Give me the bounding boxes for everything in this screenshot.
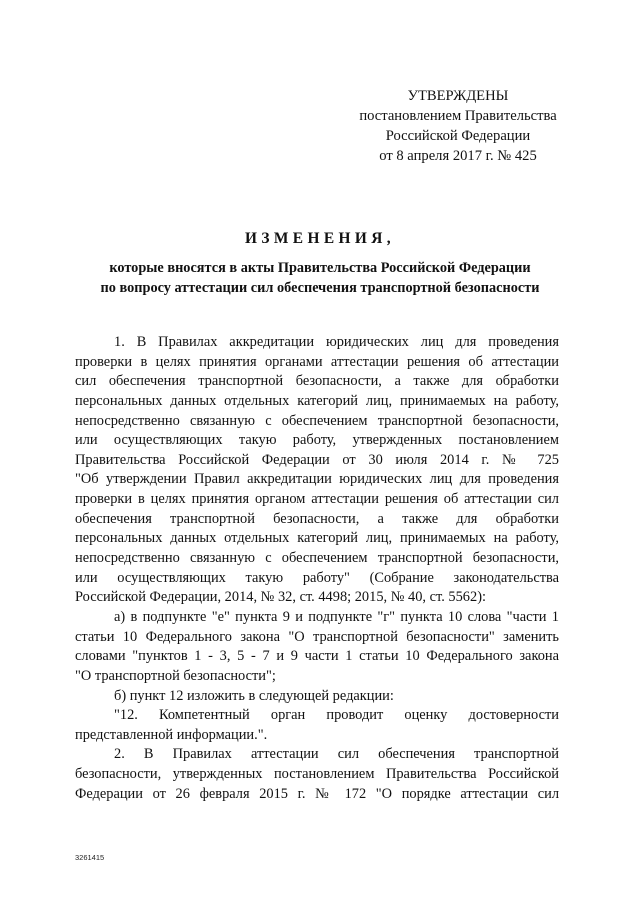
subtitle-line: по вопросу аттестации сил обеспечения транспортной безопасности	[100, 280, 540, 296]
approval-line: постановлением Правительства	[359, 108, 557, 124]
body-line: Федерации от 26 февраля 2015 г. № 172 "О порядке аттестации сил	[75, 785, 559, 802]
document-code: 3261415	[75, 853, 105, 862]
body-line: или осуществляющих такую работу, утвержденных постановлением	[75, 432, 559, 449]
approval-line: Российской Федерации	[385, 128, 531, 144]
document-subtitle	[0, 258, 640, 298]
body-line: б) пункт 12 изложить в следующей редакции:	[114, 687, 394, 704]
body-line: непосредственно связанную с обеспечением транспортной безопасности,	[75, 550, 559, 567]
body-line: проверки в целях принятия органом аттестации решения об аттестации сил	[75, 491, 559, 508]
approval-line: от 8 апреля 2017 г. № 425	[379, 148, 537, 164]
document-title: ИЗМЕНЕНИЯ,	[244, 230, 396, 247]
document-body	[75, 333, 559, 804]
subtitle-line: которые вносятся в акты Правительства Российской Федерации	[109, 260, 531, 276]
body-line: Российской Федерации, 2014, № 32, ст. 4498; 2015, № 40, ст. 5562):	[75, 589, 486, 606]
approval-stamp	[340, 86, 576, 166]
body-line: статьи 10 Федерального закона "О транспортной безопасности" заменить	[75, 628, 559, 645]
body-line: "О транспортной безопасности";	[75, 667, 276, 684]
approval-line: УТВЕРЖДЕНЫ	[407, 88, 509, 104]
body-line: обеспечения транспортной безопасности, а также для обработки	[75, 510, 559, 527]
body-line: сил обеспечения транспортной безопасности, а также для обработки	[75, 373, 559, 390]
body-line: проверки в целях принятия органами аттестации решения об аттестации	[75, 353, 559, 370]
body-line: персональных данных отдельных категорий лиц, принимаемых на работу,	[75, 530, 559, 547]
body-line: "12. Компетентный орган проводит оценку достоверности	[114, 707, 559, 724]
body-line: а) в подпункте "е" пункта 9 и подпункте "г" пункта 10 слова "части 1	[114, 608, 559, 625]
body-line: 2. В Правилах аттестации сил обеспечения транспортной	[114, 746, 559, 763]
body-line: словами "пунктов 1 - 3, 5 - 7 и 9 части 1 статьи 10 Федерального закона	[75, 648, 559, 665]
body-line: или осуществляющих такую работу" (Собрание законодательства	[75, 569, 559, 586]
body-line: "Об утверждении Правил аккредитации юридических лиц для проведения	[75, 471, 559, 488]
body-line: непосредственно связанную с обеспечением транспортной безопасности,	[75, 412, 559, 429]
body-line: 1. В Правилах аккредитации юридических лиц для проведения	[114, 334, 559, 350]
body-line: представленной информации.".	[75, 726, 268, 743]
body-line: персональных данных отдельных категорий лиц, принимаемых на работу,	[75, 392, 559, 409]
body-line: Правительства Российской Федерации от 30 июля 2014 г. № 725	[75, 451, 559, 468]
body-line: безопасности, утвержденных постановлением Правительства Российской	[75, 766, 559, 783]
